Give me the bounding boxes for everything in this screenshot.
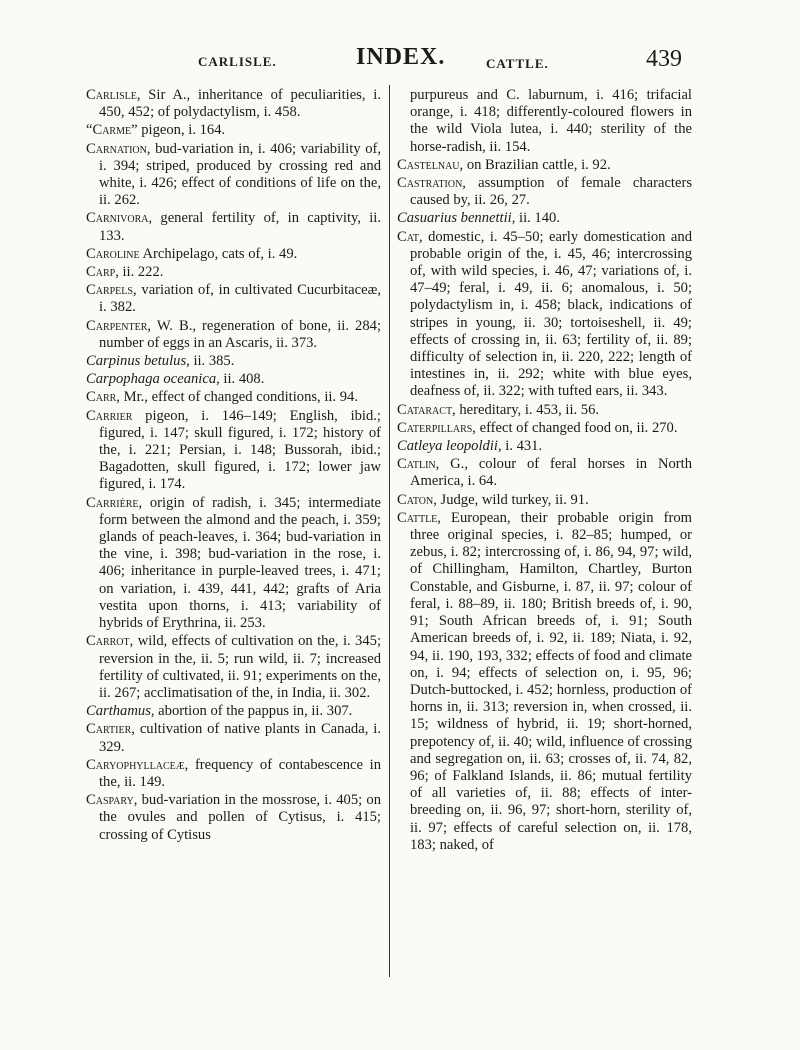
entry-heading: Castration xyxy=(397,175,463,192)
entry-text: , frequency of contabescence in the, ii. 149. xyxy=(99,756,381,790)
index-entry xyxy=(86,282,381,316)
entry-heading: Caterpillars xyxy=(397,419,473,436)
page-header xyxy=(86,44,686,84)
index-entry xyxy=(86,318,381,352)
entry-heading: Carrot xyxy=(86,633,130,650)
index-entry xyxy=(397,175,692,209)
entry-heading: “Carme” xyxy=(86,122,138,139)
entry-heading: Carthamus xyxy=(86,703,151,720)
entry-heading: Carnivora xyxy=(86,210,149,227)
entry-heading: Caryophyllaceæ xyxy=(86,756,185,773)
entry-heading: Casuarius bennettii xyxy=(397,210,512,227)
index-entry xyxy=(86,633,381,702)
index-entry xyxy=(86,389,381,406)
entry-text: , ii. 385. xyxy=(186,353,235,370)
index-entry xyxy=(397,420,692,437)
entry-text: , bud-variation in, i. 406; variability of, i. 394; striped, produced by crossing red and white, i. 426; effect of conditions of life on the, ii. 262. xyxy=(99,140,381,209)
entry-heading: Caspary xyxy=(86,792,134,809)
entry-heading: Carlisle xyxy=(86,87,137,103)
index-entry xyxy=(397,438,692,455)
page-number: 439 xyxy=(646,46,682,72)
entry-heading: Carpophaga oceanica xyxy=(86,371,217,388)
entry-heading: Carrière xyxy=(86,494,139,511)
entry-text: , abortion of the pappus in, ii. 307. xyxy=(150,703,353,720)
index-entry xyxy=(397,510,692,854)
entry-text: , W. B., regeneration of bone, ii. 284; number of eggs in an Ascaris, ii. 373. xyxy=(99,317,381,351)
entry-heading: Castelnau xyxy=(397,156,460,173)
index-entry xyxy=(397,87,692,156)
index-entry xyxy=(86,371,381,388)
column-divider xyxy=(389,85,390,977)
entry-text: , origin of radish, i. 345; intermediate form between the almond and the peach, i. 359; glands of peach-leaves, i. 364; bud-variation in the vine, i. 398; bud-variation in the rose, i. 406; inheritance in purple-leaved trees, i. 471; on variation, i. 439, 441, 442; grafts of Aria vestita upon thorns, i. 413; variability of hybrids of Erythrina, ii. 253. xyxy=(99,494,381,632)
entry-text: , European, their probable origin from three original species, i. 82–85; humped, or zebus, i. 82; intercrossing of, i. 86, 94, 97; wild, of Chillingham, Hamilton, Chartley, Burton Constable, and Gisburne, i. 87, ii. 97; colour of feral, i. 88–89, ii. 180; British breeds of, i. 90, 91; South African breeds of, i. 91; South American breeds of, i. 92, ii. 189; Niata, i. 92, 94, ii. 190, 193, 332; effects of food and climate on, i. 94; effects of selection on, i. 95, 96; Dutch-buttocked, i. 452; hornless, production of horns in, ii. 313; reversion in, when crossed, ii. 15; wildness of hybrid, ii. 19; short-horned, prepotency of, ii. 40; wild, influence of crossing and segregation on, ii. 63; crosses of, ii. 74, 82, 96; of Falkland Islands, ii. 86; mutual fertility of all varieties of, ii. 88; effects of inter-breeding on, ii. 96, 97; short-horn, sterility of, ii. 97; effects of careful selection on, ii. 178, 183; naked, of xyxy=(410,509,692,853)
entry-text: , ii. 408. xyxy=(216,371,265,388)
index-entry xyxy=(397,492,692,509)
entry-heading: Carpels xyxy=(86,282,133,299)
index-entry xyxy=(86,408,381,494)
index-entry xyxy=(86,721,381,755)
index-entry xyxy=(397,157,692,174)
entry-heading: Catlin xyxy=(397,456,436,473)
entry-heading: Carnation xyxy=(86,140,147,157)
entry-text: , i. 431. xyxy=(497,438,543,455)
entry-text: , on Brazilian cattle, i. 92. xyxy=(459,156,611,173)
index-entry xyxy=(86,141,381,210)
entry-heading: Carpinus betulus xyxy=(86,353,187,370)
index-entry xyxy=(86,210,381,244)
entry-text: purpureus and C. laburnum, i. 416; trifacial orange, i. 418; differently-coloured flowers in the wild Viola lutea, i. 440; sterility of the horse-radish, ii. 154. xyxy=(410,87,692,155)
entry-heading: Caton xyxy=(397,491,434,508)
entry-heading: Cartier xyxy=(86,721,132,738)
entry-text: pigeon, i. 164. xyxy=(137,122,226,139)
entry-heading: Carp xyxy=(86,264,116,281)
entry-text: , Sir A., inheritance of peculiarities, i. 450, 452; of polydactylism, i. 458. xyxy=(99,87,381,121)
index-column-right xyxy=(397,87,692,855)
entry-heading: Cat xyxy=(397,228,419,245)
entry-heading: Carpenter xyxy=(86,317,148,334)
index-entry xyxy=(86,353,381,370)
entry-text: , Judge, wild turkey, ii. 91. xyxy=(433,491,589,508)
index-entry xyxy=(397,229,692,401)
index-column-left xyxy=(86,87,381,845)
entry-text: Archipelago, cats of, i. 49. xyxy=(139,245,298,262)
entry-heading: Carrier xyxy=(86,407,133,424)
index-entry xyxy=(397,210,692,227)
entry-text: , wild, effects of cultivation on the, i. 345; reversion in the, ii. 5; run wild, ii. 7; increased fertility of cultivated, ii. 91; experiments on the, ii. 267; acclimatisation of the, in India, ii. 302. xyxy=(99,633,381,701)
entry-text: , Mr., effect of changed conditions, ii. 94. xyxy=(116,389,358,406)
entry-text: , domestic, i. 45–50; early domestication and probable origin of the, i. 45, 46; intercrossing of, with wild species, i. 46, 47; variations of, i. 47–49; feral, i. 49, ii. 6; anomalous, i. 50; polydactylism in, i. 458; black, indications of stripes in young, ii. 30; tortoiseshell, ii. 49; effects of crossing in, ii. 63; fertility of, ii. 89; difficulty of selection in, ii. 220, 222; length of intestines in, ii. 292; white with blue eyes, deafness of, ii. 322; with tufted ears, ii. 343. xyxy=(410,228,692,400)
entry-text: , general fertility of, in captivity, ii. 133. xyxy=(99,210,381,244)
entry-text: , G., colour of feral horses in North America, i. 64. xyxy=(410,456,692,490)
entry-text: , effect of changed food on, ii. 270. xyxy=(472,419,678,436)
index-entry xyxy=(397,402,692,419)
index-entry xyxy=(86,703,381,720)
entry-heading: Caroline xyxy=(86,245,140,262)
index-entry xyxy=(397,456,692,490)
entry-text: , hereditary, i. 453, ii. 56. xyxy=(452,401,600,418)
entry-text: , bud-variation in the mossrose, i. 405; on the ovules and pollen of Cytisus, i. 415; crossing of Cytisus xyxy=(99,792,381,843)
index-entry xyxy=(86,246,381,263)
entry-text: , assumption of female characters caused by, ii. 26, 27. xyxy=(410,175,692,209)
index-entry xyxy=(86,87,381,121)
running-head-title: INDEX. xyxy=(356,44,446,70)
index-entry xyxy=(86,757,381,791)
index-entry xyxy=(86,122,381,139)
running-head-right: CATTLE. xyxy=(486,56,549,71)
entry-text: , variation of, in cultivated Cucurbitaceæ, i. 382. xyxy=(99,282,381,316)
index-entry xyxy=(86,264,381,281)
entry-text: , ii. 140. xyxy=(511,210,560,227)
entry-text: pigeon, i. 146–149; English, ibid.; figured, i. 147; skull figured, i. 172; history of the, i. 221; Persian, i. 148; Bussorah, ibid.; Bagadotten, skull figured, i. 172; lower jaw figured, i. 174. xyxy=(99,407,381,493)
index-entry xyxy=(86,792,381,844)
entry-heading: Cattle xyxy=(397,509,438,526)
index-entry xyxy=(86,495,381,633)
entry-text: , ii. 222. xyxy=(115,264,164,281)
entry-text: , cultivation of native plants in Canada, i. 329. xyxy=(99,721,381,755)
entry-heading: Cataract xyxy=(397,401,453,418)
entry-heading: Catleya leopoldii xyxy=(397,438,498,455)
entry-heading: Carr xyxy=(86,389,117,406)
running-head-left: CARLISLE. xyxy=(198,54,277,69)
